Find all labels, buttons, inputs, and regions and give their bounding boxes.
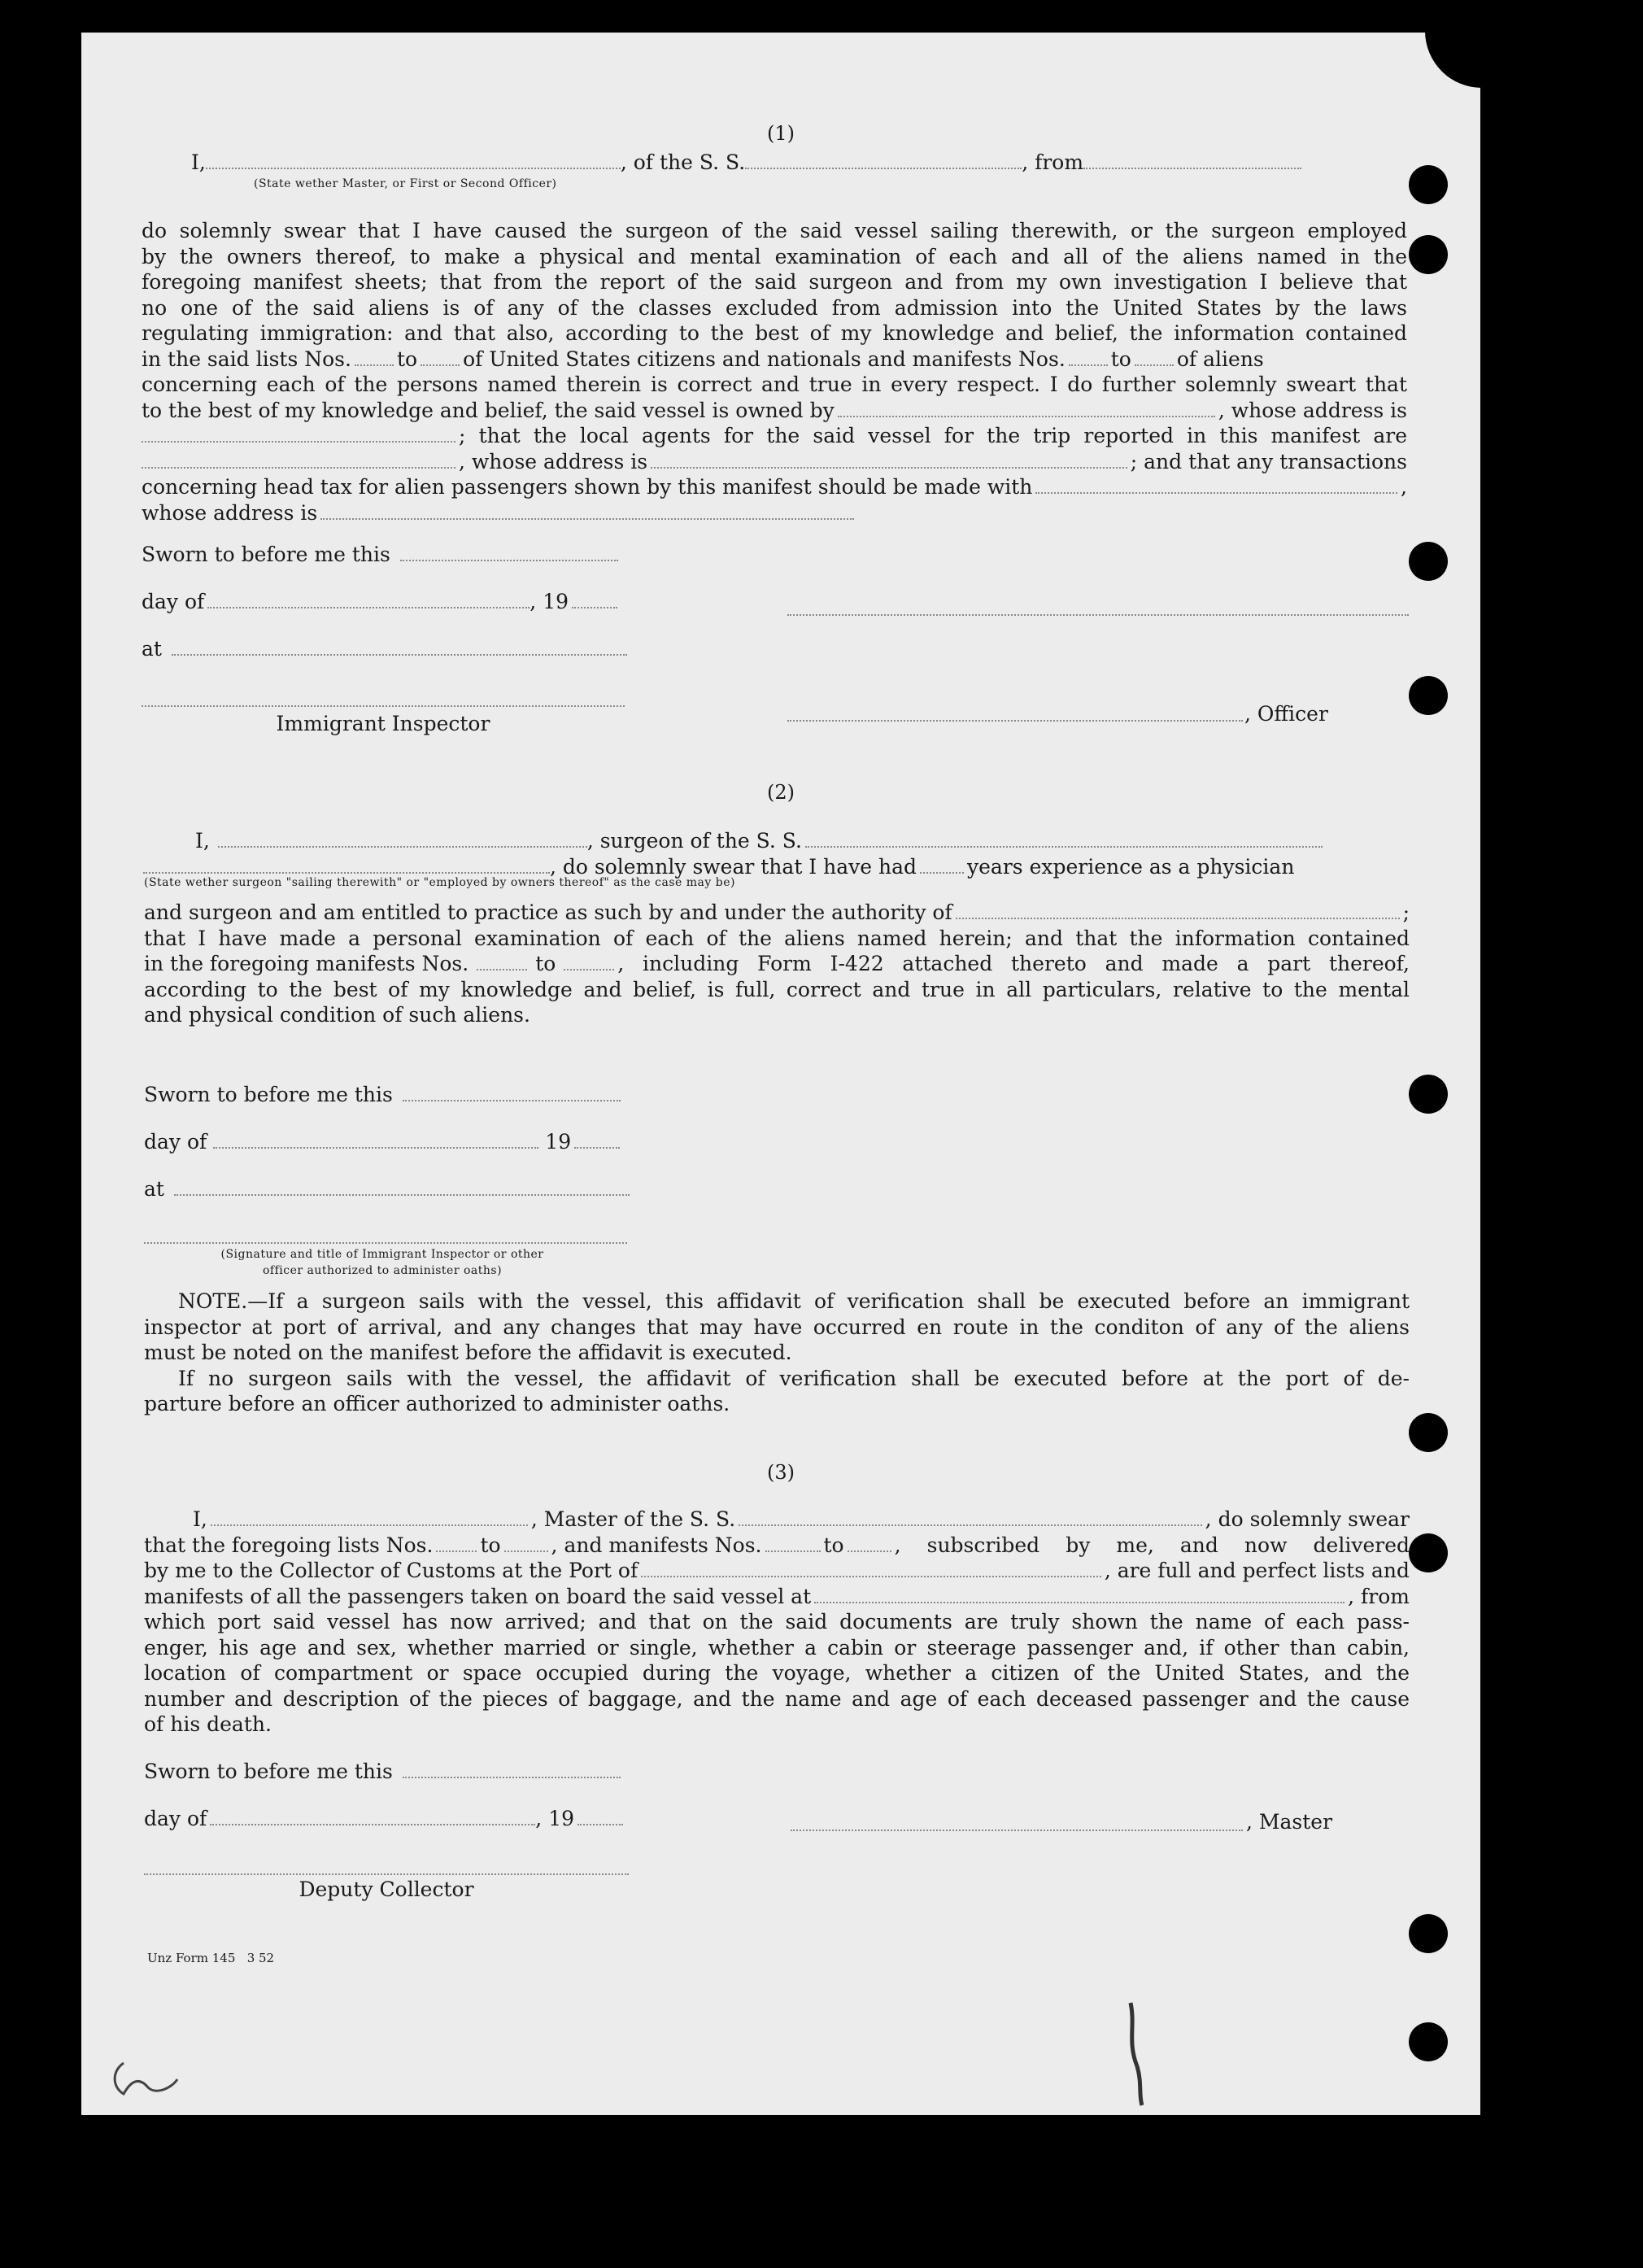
- year-field-2[interactable]: [574, 1146, 620, 1149]
- signature-field-2[interactable]: [144, 1241, 627, 1244]
- list-numbers-line: in the said lists Nos. to of United States citizens and nationals and manifests Nos. to of aliens: [142, 347, 1264, 371]
- officer-label: , Officer: [1244, 702, 1328, 726]
- head-tax-field[interactable]: [1035, 491, 1397, 494]
- section-3-heading: (3): [767, 1461, 795, 1484]
- officer-signature-field[interactable]: [787, 719, 1243, 722]
- vessel-name-field[interactable]: [745, 167, 1022, 169]
- at-place-field-1[interactable]: [172, 653, 627, 656]
- surgeon-name-field[interactable]: [218, 845, 587, 848]
- pencil-mark: [107, 2055, 189, 2104]
- lists-line: that the foregoing lists Nos. to , and manifests Nos. to , subscribed by me, and now delivered: [144, 1533, 1410, 1557]
- port-field[interactable]: [641, 1575, 1101, 1577]
- surgeon-note: (State wether surgeon "sailing therewith" or "employed by owners thereof" as the case may be): [144, 876, 735, 889]
- inspector-signature-field[interactable]: [142, 704, 625, 707]
- officer-name-field[interactable]: [206, 167, 621, 169]
- boarded-at-field[interactable]: [814, 1601, 1344, 1603]
- master-vessel-field[interactable]: [739, 1524, 1201, 1526]
- list-to-field-3[interactable]: [504, 1550, 548, 1552]
- section-2-heading: (2): [767, 781, 795, 804]
- manifest-no-to-field[interactable]: [1135, 364, 1174, 366]
- master-line: I, , Master of the S. S. , do solemnly swear: [193, 1507, 1410, 1531]
- authority-line: and surgeon and am entitled to practice as such by and under the authority of ;: [144, 901, 1410, 924]
- manifest-from-field-2[interactable]: [477, 968, 527, 970]
- surgeon-line: I, , surgeon of the S. S.: [195, 828, 1323, 854]
- master-label: , Master: [1246, 1810, 1333, 1834]
- form-content: [81, 33, 1480, 2115]
- agent-address-field[interactable]: [651, 466, 1127, 469]
- manifests-line: in the foregoing manifests Nos. to , including Form I-422 attached thereto and made a part thereof,: [144, 952, 1410, 975]
- deputy-signature-field[interactable]: [144, 1873, 629, 1875]
- port-line: by me to the Collector of Customs at the Port of , are full and perfect lists and: [144, 1559, 1410, 1582]
- form-page: [81, 33, 1480, 2115]
- owner-address-line: ; that the local agents for the said vessel for the trip reported in this manifest are: [142, 423, 1407, 449]
- manifest-from-field-3[interactable]: [765, 1550, 821, 1552]
- sworn-line-3: Sworn to before me this: [144, 1759, 621, 1785]
- sworn-date-field-3[interactable]: [403, 1776, 621, 1778]
- head-tax-line: concerning head tax for alien passengers shown by this manifest should be made with ,: [142, 475, 1407, 499]
- at-line-2: at: [144, 1176, 630, 1202]
- section-1-heading: (1): [767, 122, 795, 145]
- day-of-field-1[interactable]: [207, 606, 530, 608]
- at-place-field-2[interactable]: [174, 1193, 630, 1196]
- scratch-mark: [1113, 2001, 1161, 2107]
- manifest-to-field-2[interactable]: [564, 968, 614, 970]
- from-port-field[interactable]: [1083, 167, 1301, 169]
- list-no-to-field[interactable]: [421, 364, 460, 366]
- list-no-from-field[interactable]: [355, 364, 394, 366]
- section-1-body: do solemnly swear that I have caused the surgeon of the said vessel sailing therewith, or the surgeon employed by the owners thereof, to make a physical and mental examination of each and all of the aliens named in the foregoing manifest sheets; that from the report of the said surgeon and from my own investigation I believe that no one of the said aliens is of any of the classes excluded from admission into the United States by the laws regulating immigration: and that also, according to the best of my knowledge and belief, the information contained in the said lists Nos. to of United States citizens and nationals and manifests Nos. to of aliens concerning each of the persons named therein is correct and true in every respect. I do further solemnly sweart that to the best of my knowledge and belief, the said vessel is owned by , whose address is ; that the local agents for the said vessel for the trip reported in this manifest are , whose address is ; and that any transactions concerning head tax for alien passengers shown by this manifest should be made with , whose address is: [142, 219, 1407, 525]
- head-tax-address-line: whose address is: [142, 500, 1407, 526]
- sworn-line-2: Sworn to before me this: [144, 1082, 621, 1108]
- officer-line: I, , of the S. S. , from: [191, 150, 1301, 176]
- immigrant-inspector-label: Immigrant Inspector: [276, 712, 490, 735]
- manifest-to-field-3[interactable]: [848, 1550, 891, 1552]
- day-of-line-1: day of , 19: [142, 589, 617, 615]
- section-3-body: I, , Master of the S. S. , do solemnly swear that the foregoing lists Nos. to , and manifests Nos. to , subscribed by me, and now delivered by me to the Collector of Customs at the Port of , are full and perfect lists and manifests of all the passengers taken on board the said vessel at , from which port said vessel has now arrived; and that on the said documents are truly shown the name of each pass- enger, his age and sex, whether married or single, whether a cabin or steerage passenger and, if other than cabin, location of compartment or space occupied during the voyage, whether a citizen of the United States, and the number and description of the pieces of baggage, and the name and age of each deceased passenger and the cause of his death.: [144, 1507, 1410, 1736]
- sworn-line-1: Sworn to before me this: [142, 542, 618, 568]
- agent-line: , whose address is ; and that any transactions: [142, 449, 1407, 475]
- note-block: NOTE.—If a surgeon sails with the vessel, this affidavit of verification shall be executed before an immigrant inspector at port of arrival, and any changes that may have occurred en route in the conditon of any of the aliens must be noted on the manifest before the affidavit is executed. If no surgeon sails with the vessel, the affidavit of verification shall be executed before at the port of de- parture before an officer authorized to administer oaths.: [144, 1289, 1410, 1415]
- officer-note: (State wether Master, or First or Second Officer): [254, 177, 557, 190]
- manifest-no-from-field[interactable]: [1069, 364, 1108, 366]
- experience-line: , do solemnly swear that I have had years experience as a physician: [143, 854, 1294, 880]
- sworn-date-field-2[interactable]: [403, 1099, 621, 1101]
- day-of-field-2[interactable]: [213, 1146, 538, 1149]
- signature-note-2: (Signature and title of Immigrant Inspector or other officer authorized to administer oaths): [220, 1248, 544, 1277]
- years-experience-field[interactable]: [920, 871, 964, 874]
- master-name-field[interactable]: [211, 1524, 528, 1526]
- at-line-1: at: [142, 636, 627, 662]
- year-field-3[interactable]: [577, 1823, 623, 1825]
- year-field-1[interactable]: [572, 606, 617, 608]
- owner-address-field[interactable]: [142, 440, 455, 443]
- list-from-field-3[interactable]: [436, 1550, 477, 1552]
- head-tax-address-field[interactable]: [320, 517, 854, 520]
- sworn-date-field-1[interactable]: [400, 559, 618, 561]
- day-of-line-2: day of 19: [144, 1129, 620, 1155]
- deputy-collector-label: Deputy Collector: [299, 1878, 474, 1901]
- owner-field[interactable]: [838, 415, 1215, 417]
- form-number: Unz Form 145 3 52: [147, 1951, 275, 1965]
- day-of-line-3: day of , 19: [144, 1806, 623, 1832]
- agent-field[interactable]: [142, 466, 455, 469]
- surgeon-type-field[interactable]: [143, 871, 550, 874]
- officer-signature-field-top[interactable]: [787, 613, 1409, 616]
- authority-field[interactable]: [956, 917, 1400, 919]
- boarded-at-line: manifests of all the passengers taken on board the said vessel at , from: [144, 1584, 1410, 1608]
- surgeon-vessel-field[interactable]: [805, 845, 1323, 848]
- owner-line: to the best of my knowledge and belief, the said vessel is owned by , whose address is: [142, 398, 1407, 422]
- section-2-body: and surgeon and am entitled to practice as such by and under the authority of ; that I have made a personal examination of each of the aliens named herein; and that the information contained in the foregoing manifests Nos. to , including Form I-422 attached thereto and made a part thereof, according to the best of my knowledge and belief, is full, correct and true in all particulars, relative to the mental and physical condition of such aliens.: [144, 901, 1410, 1027]
- master-signature-field[interactable]: [791, 1829, 1243, 1831]
- day-of-field-3[interactable]: [210, 1823, 535, 1825]
